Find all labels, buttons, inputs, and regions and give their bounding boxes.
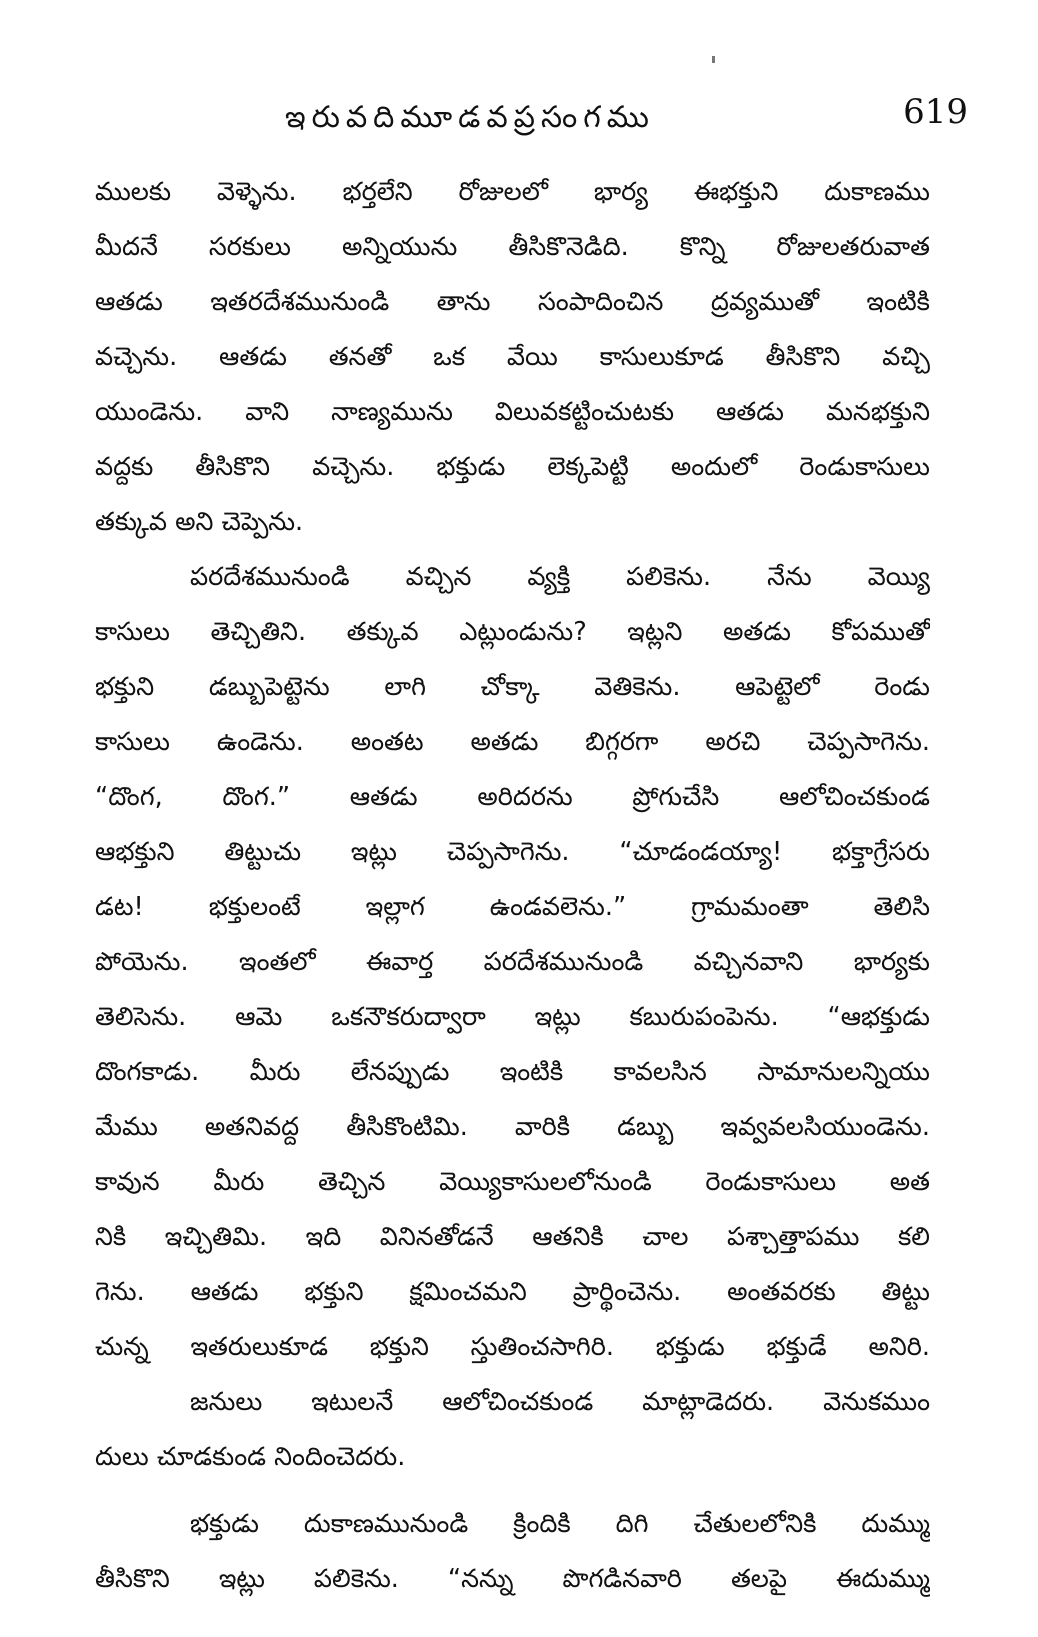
text-line: నికి ఇచ్చితిమి. ఇది వినినతోడనే ఆతనికి చాల పశ్చాత్తాపము కలి: [95, 1222, 930, 1252]
text-line: కాసులు ఉండెను. అంతట అతడు బిగ్గరగా అరచి చెప్పసాగెను.: [95, 727, 930, 757]
text-line: కాసులు తెచ్చితిని. తక్కువ ఎట్లుండును? ఇట్లని అతడు కోపముతో: [95, 617, 930, 647]
text-line: పోయెను. ఇంతలో ఈవార్త పరదేశమునుండి వచ్చినవాని భార్యకు: [95, 947, 930, 977]
text-line: దులు చూడకుండ నిందించెదరు.: [95, 1442, 406, 1472]
text-line: తక్కువ అని చెప్పెను.: [95, 507, 304, 537]
body-text: [95, 165, 930, 1607]
text-line: గెను. ఆతడు భక్తుని క్షమించమని ప్రార్థించెను. అంతవరకు తిట్టు: [95, 1277, 930, 1307]
print-speck: [712, 56, 715, 63]
text-line: ఆభక్తుని తిట్టుచు ఇట్లు చెప్పసాగెను. “చూడండయ్యా! భక్తాగ్రేసరు: [95, 837, 930, 867]
text-line: “దొంగ, దొంగ.” ఆతడు అరిదరను ప్రోగుచేసి ఆలోచించకుండ: [95, 782, 930, 812]
text-line: చున్న ఇతరులుకూడ భక్తుని స్తుతించసాగిరి. భక్తుడు భక్తుడే అనిరి.: [95, 1332, 930, 1362]
text-line: మేము అతనివద్ద తీసికొంటిమి. వారికి డబ్బు ఇవ్వవలసియుండెను.: [95, 1112, 930, 1142]
text-line: జనులు ఇటులనే ఆలోచించకుండ మాట్లాడెదరు. వెనుకముం: [190, 1387, 930, 1417]
text-line: పరదేశమునుండి వచ్చిన వ్యక్తి పలికెను. నేను వెయ్యి: [190, 562, 930, 592]
text-line: డట! భక్తులంటే ఇల్లాగ ఉండవలెను.” గ్రామమంతా తెలిసి: [95, 892, 930, 922]
text-line: దొంగకాడు. మీరు లేనప్పుడు ఇంటికి కావలసిన సామానులన్నియు: [95, 1057, 930, 1087]
page-number: 619: [903, 92, 968, 132]
text-line: భక్తుని డబ్బుపెట్టెను లాగి చోక్కా వెతికెను. ఆపెట్టెలో రెండు: [95, 672, 930, 702]
text-line: యుండెను. వాని నాణ్యమును విలువకట్టించుటకు ఆతడు మనభక్తుని: [95, 397, 930, 427]
text-line: కావున మీరు తెచ్చిన వెయ్యికాసులలోనుండి రెండుకాసులు అత: [95, 1167, 930, 1197]
text-line: తీసికొని ఇట్లు పలికెను. “నన్ను పొగడినవారి తలపై ఈదుమ్ము: [95, 1564, 930, 1594]
text-line: వద్దకు తీసికొని వచ్చెను. భక్తుడు లెక్కపెట్టి అందులో రెండుకాసులు: [95, 452, 930, 482]
text-line: వచ్చెను. ఆతడు తనతో ఒక వేయి కాసులుకూడ తీసికొని వచ్చి: [95, 342, 930, 372]
text-line: ఆతడు ఇతరదేశమునుండి తాను సంపాదించిన ద్రవ్యముతో ఇంటికి: [95, 287, 930, 317]
text-line: భక్తుడు దుకాణమునుండి క్రిందికి దిగి చేతులలోనికి దుమ్ము: [190, 1509, 930, 1539]
text-line: తెలిసెను. ఆమె ఒకనౌకరుద్వారా ఇట్లు కబురుపంపెను. “ఆభక్తుడు: [95, 1002, 930, 1032]
running-title: ఇరువదిమూడవప్రసంగము: [285, 100, 655, 135]
text-line: మీదనే సరకులు అన్నియును తీసికొనెడిది. కొన్ని రోజులతరువాత: [95, 232, 930, 262]
page-header: [95, 92, 968, 142]
text-line: ములకు వెళ్ళెను. భర్తలేని రోజులలో భార్య ఈభక్తుని దుకాణము: [95, 177, 930, 207]
